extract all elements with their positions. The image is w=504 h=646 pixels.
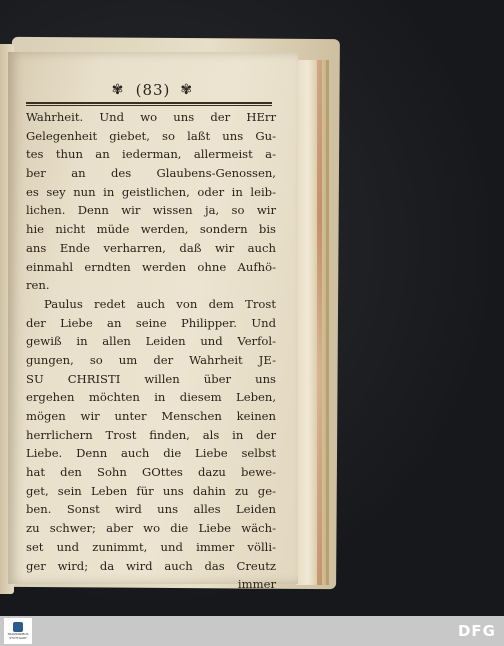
text-line: Gelegenheit giebet, so laßt uns Gu- xyxy=(26,128,276,143)
catchword: immer xyxy=(237,577,276,592)
text-line: get, sein Leben für uns dahin zu ge- xyxy=(26,483,276,498)
header-rule xyxy=(26,102,272,104)
text-line: ben. Sonst wird uns alles Leiden xyxy=(26,502,276,517)
text-line: Liebe. Denn auch die Liebe selbst xyxy=(26,446,276,461)
library-logo xyxy=(4,618,32,644)
text-line: herrlichern Trost finden, als in der xyxy=(26,427,276,442)
text-line: ren. xyxy=(26,278,50,293)
text-line: es sey nun in geistlichen, oder in leib- xyxy=(26,184,276,199)
ornament-right-icon: ✾ xyxy=(180,82,193,98)
text-line: der Liebe an seine Philipper. Und xyxy=(26,315,276,330)
text-line: ger wird; da wird auch das Creutz xyxy=(26,558,276,573)
dfg-logo: DFG xyxy=(457,622,496,640)
text-line: zu schwer; aber wo die Liebe wäch- xyxy=(26,521,276,536)
text-line: hat den Sohn GOttes dazu bewe- xyxy=(26,465,276,480)
text-line: gungen, so um der Wahrheit JE- xyxy=(26,352,276,367)
header-rule-thin xyxy=(26,105,272,106)
text-line: ergehen möchten in diesem Leben, xyxy=(26,390,276,405)
page-number: (83) xyxy=(135,81,171,99)
ornament-left-icon: ✾ xyxy=(111,82,124,98)
text-line: hie nicht müde werden, sondern bis xyxy=(26,222,276,237)
text-line: Paulus redet auch von dem Trost xyxy=(44,296,276,311)
text-line: einmahl erndten werden ohne Aufhö- xyxy=(26,259,276,274)
text-line: Wahrheit. Und wo uns der HErr xyxy=(26,110,276,124)
text-line: gewiß in allen Leiden und Verfol- xyxy=(26,334,276,349)
book-page xyxy=(8,52,298,592)
page-text xyxy=(26,108,276,594)
page-header xyxy=(98,78,208,102)
text-line: ans Ende verharren, daß wir auch xyxy=(26,240,276,255)
red-edge xyxy=(317,60,322,585)
text-line: lichen. Denn wir wissen ja, so wir xyxy=(26,203,276,218)
text-line: ber an des Glaubens-Genossen, xyxy=(26,166,276,181)
crest-icon xyxy=(13,622,23,632)
viewer-footer-bar xyxy=(0,616,504,646)
text-line: mögen wir unter Menschen keinen xyxy=(26,409,276,423)
text-line: SU CHRISTI willen über uns xyxy=(26,371,276,386)
text-line: set und zunimmt, und immer völli- xyxy=(26,539,276,554)
text-line: tes thun an iederman, allermeist a- xyxy=(26,147,276,162)
library-logo-text: TRANSKRIBUS STUTTGART xyxy=(7,632,29,640)
page-edges xyxy=(296,60,329,585)
